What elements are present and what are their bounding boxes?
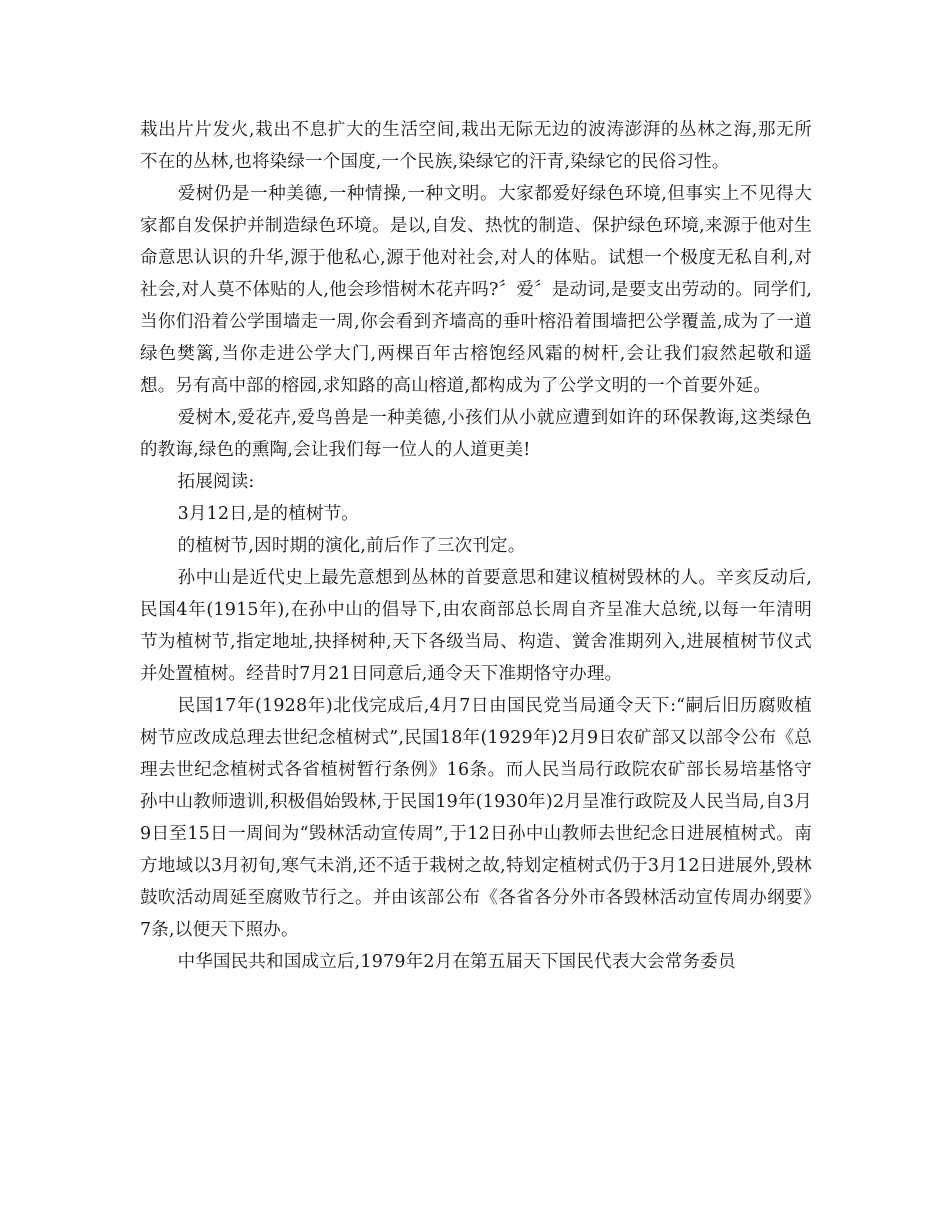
paragraph-7: 孙中山是近代史上最先意想到丛林的首要意思和建议植树毁林的人。辛亥反动后,民国4年(1915年),在孙中山的倡导下,由农商部总长周自齐呈准大总统,以每一年清明节为植树节,指定地址,抉择树种,天下各级当局、构造、黉舍准期列入,进展植树节仪式并处置植树。经昔时7月21日同意后,通令天下准期恪守办理。 bbox=[140, 568, 812, 684]
paragraph-6: 的植树节,因时期的演化,前后作了三次刊定。 bbox=[177, 536, 526, 556]
paragraph-3: 爱树木,爱花卉,爱鸟兽是一种美德,小孩们从小就应遭到如许的环保教诲,这类绿色的教诲,绿色的熏陶,会让我们每一位人的人道更美! bbox=[140, 408, 812, 460]
paragraph-2: 爱树仍是一种美德,一种情操,一种文明。大家都爱好绿色环境,但事实上不见得大家都自发保护并制造绿色环境。是以,自发、热忱的制造、保护绿色环境,来源于他对生命意思认识的升华,源于他私心,源于他对社会,对人的体贴。试想一个极度无私自利,对社会,对人莫不体贴的人,他会珍惜树木花卉吗?〞爱〞是动词,是要支出劳动的。同学们,当你们沿着公学围墙走一周,你会看到齐墙高的垂叶榕沿着围墙把公学覆盖,成为了一道绿色樊篱,当你走进公学大门,两棵百年古榕饱经风霜的树杆,会让我们寂然起敬和遥想。另有高中部的榕园,求知路的高山榕道,都构成为了公学文明的一个首要外延。 bbox=[140, 184, 812, 396]
paragraph-4: 拓展阅读: bbox=[177, 472, 255, 492]
paragraph-1: 栽出片片发火,栽出不息扩大的生活空间,栽出无际无边的波涛澎湃的丛林之海,那无所不在的丛林,也将染绿一个国度,一个民族,染绿它的汗青,染绿它的民俗习性。 bbox=[140, 120, 812, 172]
paragraph-5: 3月12日,是的植树节。 bbox=[177, 504, 359, 524]
paragraph-8: 民国17年(1928年)北伐完成后,4月7日由国民党当局通令天下:“嗣后旧历腐败植树节应改成总理去世纪念植树式”,民国18年(1929年)2月9日农矿部又以部令公布《总理去世纪念植树式各省植树暂行条例》16条。而人民当局行政院农矿部长易培基恪守孙中山教师遗训,积极倡始毁林,于民国19年(1930年)2月呈准行政院及人民当局,自3月9日至15日一周间为“毁林活动宣传周”,于12日孙中山教师去世纪念日进展植树式。南方地域以3月初旬,寒气未消,还不适于栽树之故,特划定植树式仍于3月12日进展外,毁林鼓吹活动周延至腐败节行之。并由该部公布《各省各分外市各毁林活动宣传周办纲要》7条,以便天下照办。 bbox=[140, 696, 812, 940]
body-text bbox=[140, 114, 812, 978]
paragraph-9: 中华国民共和国成立后,1979年2月在第五届天下国民代表大会常务委员 bbox=[177, 952, 736, 972]
